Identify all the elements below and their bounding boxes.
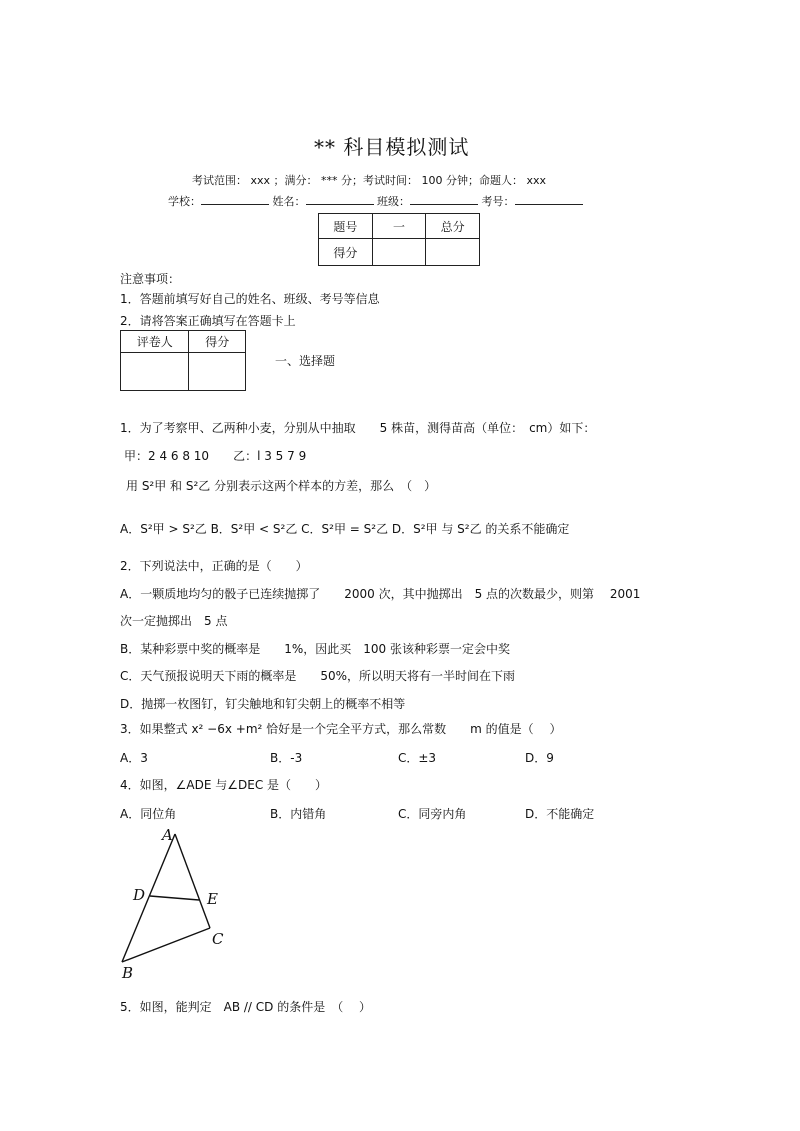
page-title: ** 科目模拟测试 (314, 135, 470, 159)
name-blank[interactable] (306, 193, 374, 205)
grader-table-header: 得分 (189, 331, 246, 353)
q3-option: C．±3 (398, 751, 437, 765)
q2-option-a-cont: 次一定抛掷出 5 点 (120, 614, 228, 628)
q4-option: D．不能确定 (525, 807, 595, 821)
grader-table-header: 评卷人 (121, 331, 189, 353)
school-blank[interactable] (201, 193, 269, 205)
exam-info-line: 考试范围： xxx ；满分： *** 分；考试时间： 100 分钟；命题人： xxx (192, 174, 547, 187)
q4-option: A．同位角 (120, 807, 177, 821)
q4-option: C．同旁内角 (398, 807, 467, 821)
score-table-cell[interactable] (426, 239, 480, 266)
score-table-cell: 题号 (319, 214, 373, 239)
vertex-label-d: D (133, 886, 146, 904)
grader-cell[interactable] (189, 353, 246, 391)
q1-stem: 1．为了考察甲、乙两种小麦，分别从中抽取 5 株苗，测得苗高（单位： cm）如下： (120, 421, 596, 435)
exam-no-label: 考号： (481, 195, 515, 208)
q3-stem: 3．如果整式 x² −6x +m² 恰好是一个完全平方式，那么常数 m 的值是（ ） (120, 722, 562, 736)
vertex-label-e: E (207, 890, 218, 908)
name-label: 姓名： (272, 195, 306, 208)
section-title: 一、选择题 (275, 354, 336, 368)
class-blank[interactable] (410, 193, 478, 205)
score-table-cell[interactable] (372, 239, 426, 266)
q3-option: D．9 (525, 751, 554, 765)
q2-option-b: B．某种彩票中奖的概率是 1%，因此买 100 张该种彩票一定会中奖 (120, 642, 510, 656)
q2-stem: 2．下列说法中，正确的是（ ） (120, 559, 308, 573)
score-table-cell: 一 (372, 214, 426, 239)
triangle-figure (110, 822, 240, 982)
grader-cell[interactable] (121, 353, 189, 391)
exam-no-blank[interactable] (515, 193, 583, 205)
score-table-cell: 总分 (426, 214, 480, 239)
notes-item: 1．答题前填写好自己的姓名、班级、考号等信息 (120, 292, 380, 306)
class-label: 班级： (377, 195, 410, 208)
score-table-cell: 得分 (319, 239, 373, 266)
notes-item: 2．请将答案正确填写在答题卡上 (120, 314, 296, 328)
student-info-line (168, 193, 583, 209)
school-label: 学校： (168, 195, 201, 208)
q4-option: B．内错角 (270, 807, 327, 821)
q5-stem: 5．如图，能判定 AB // CD 的条件是 （ ） (120, 1000, 372, 1014)
line-de (150, 896, 199, 900)
q2-option-d: D．抛掷一枚图钉，钉尖触地和钉尖朝上的概率不相等 (120, 697, 406, 711)
vertex-label-b: B (122, 964, 134, 982)
q2-option-c: C．天气预报说明天下雨的概率是 50%，所以明天将有一半时间在下雨 (120, 669, 516, 683)
line-bc (122, 928, 210, 962)
q4-stem: 4．如图，∠ADE 与∠DEC 是（ ） (120, 778, 328, 792)
notes-heading: 注意事项： (120, 272, 181, 286)
score-table (318, 213, 480, 266)
vertex-label-c: C (212, 930, 224, 948)
q1-options: A．S²甲 > S²乙 B．S²甲 < S²乙 C．S²甲 = S²乙 D．S²甲 与 S²乙 的关系不能确定 (120, 522, 570, 536)
q3-option: A．3 (120, 751, 148, 765)
q1-ask: 用 S²甲 和 S²乙 分别表示这两个样本的方差，那么 （ ） (126, 479, 437, 493)
vertex-label-a: A (162, 826, 173, 844)
q1-data-line: 甲：2 4 6 8 10 乙：l 3 5 7 9 (124, 449, 307, 463)
q3-option: B．-3 (270, 751, 303, 765)
line-ac (175, 834, 210, 928)
q2-option-a: A．一颗质地均匀的骰子已连续抛掷了 2000 次，其中抛掷出 5 点的次数最少，则第 2001 (120, 587, 641, 601)
grader-table (120, 330, 246, 391)
